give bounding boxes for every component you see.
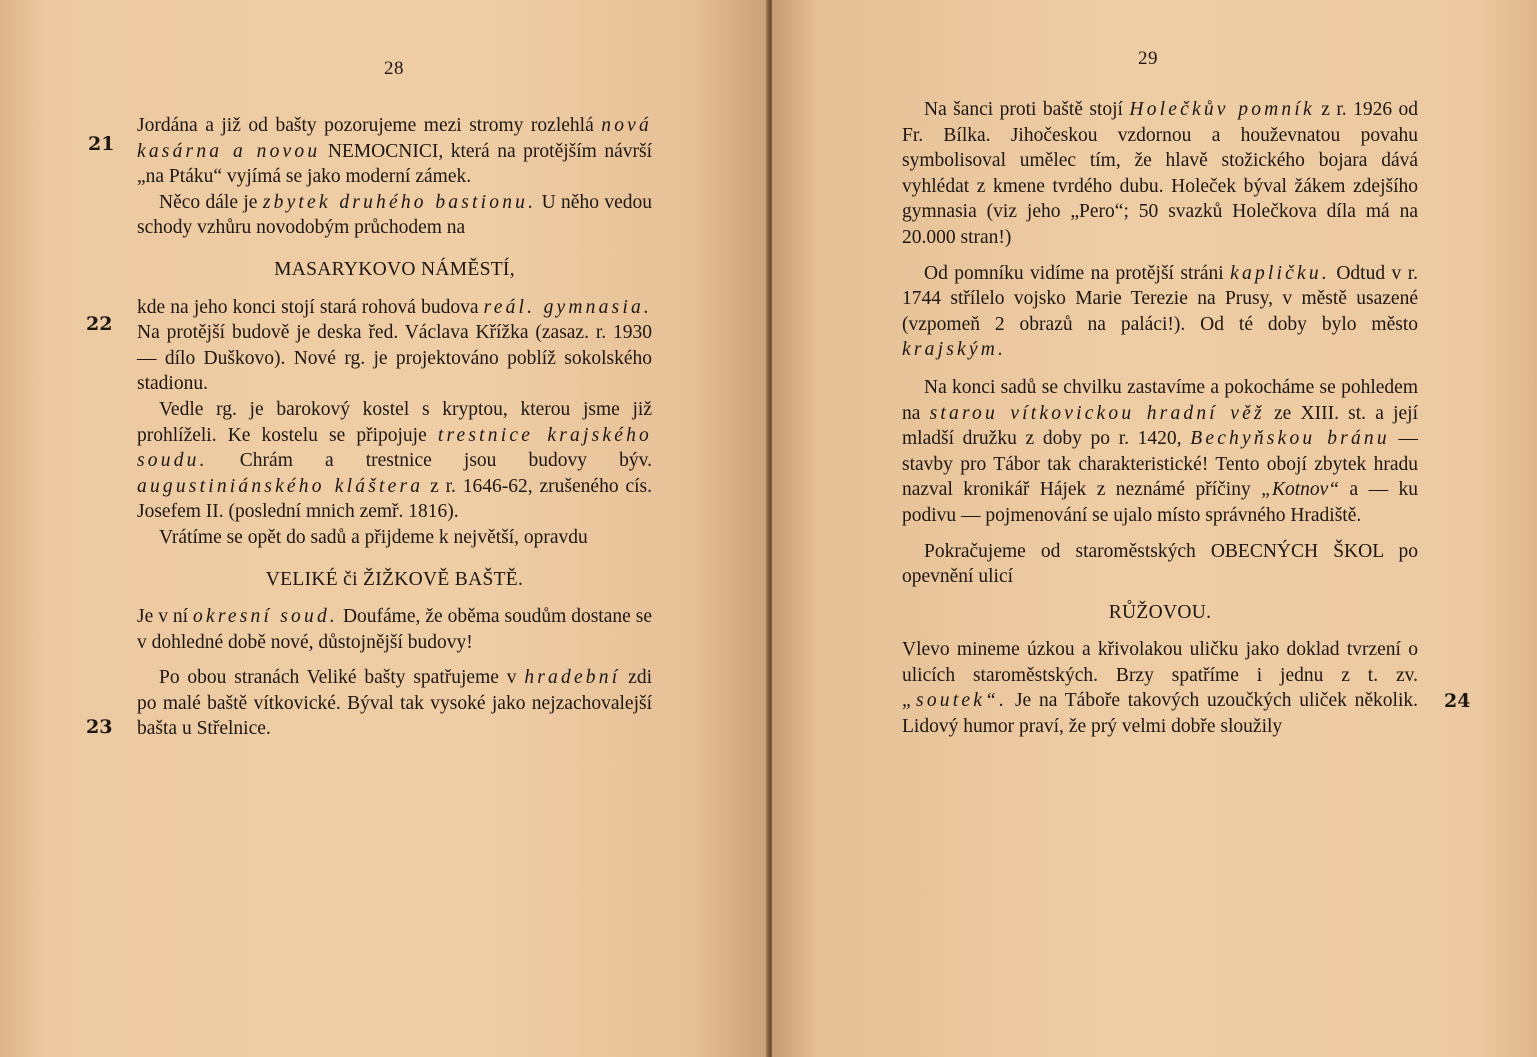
text-run: z r. 1926 od Fr. Bílka. Jihočeskou vzdornou a houževnatou povahu symbolisoval umělec tím, že hlavě stožického bojara dává vyhlédat z kmene tvrdého dubu. Holeček býval žákem zdejšího gymnasia (viz jeho „Pero“; 50 svazků Holečkova díla má na 20.000 stran!): [902, 99, 1418, 248]
text-run: zdi po malé baště vítkovické. Býval tak vysoké jako nejzachovalejší bašta u Střelnice.: [137, 667, 652, 740]
emphasis-text: starou vítkovickou hradní věž: [929, 402, 1265, 424]
page-number-right: 29: [1138, 48, 1158, 69]
text-run: Jordána a již od bašty pozorujeme mezi stromy rozlehlá: [137, 115, 602, 136]
emphasis-text: reál. gymnasia.: [483, 296, 652, 318]
margin-number-24: 24: [1444, 690, 1471, 712]
text-run: Odtud v r. 1744 střílelo vojsko Marie Terezie na Prusy, v městě usazené (vzpomeň 2 obrazů na paláci!). Od té doby bylo město: [902, 262, 1419, 335]
text-run: Je na Táboře takových uzoučkých uliček několik. Lidový humor praví, že prý velmi dobře sloužily: [902, 690, 1418, 738]
text-run: Na protější budově je deska řed. Václava Křížka (zasaz. r. 1930 — dílo Duškovo). Nové rg. je projektováno poblíž sokolského stadionu.: [137, 322, 652, 395]
text-run: Je v ní: [137, 606, 194, 628]
text-run: kde na jeho konci stojí stará rohová budova: [137, 296, 484, 318]
emphasis-text: hradební: [524, 667, 621, 689]
text-run: ze XIII. st. a její mladší družku z doby po r. 1420,: [902, 402, 1418, 450]
emphasis-text: krajským.: [902, 339, 1007, 361]
text-run: Na šanci proti baště stojí: [924, 99, 1130, 120]
left-page-text: [137, 113, 652, 742]
paragraph: [902, 261, 1418, 363]
text-run: U něho vedou schody vzhůru novodobým průchodem na: [137, 191, 652, 239]
section-heading: MASARYKOVO NÁMĚSTÍ,: [274, 258, 515, 280]
right-page-text: [902, 97, 1418, 740]
emphasis-text: Holečkův pomník: [1129, 99, 1315, 120]
emphasis-text: nová kasárna a novou: [137, 115, 652, 162]
left-page: [0, 0, 768, 1057]
emphasis-text: kapličku.: [1230, 262, 1330, 284]
margin-number-22: 22: [86, 313, 113, 335]
paragraph: [137, 190, 652, 241]
emphasis-text: augustiniánského kláštera: [137, 475, 424, 497]
paragraph: Pokračujeme od staroměstských OBECNÝCH ŠKOL po opevnění ulicí: [902, 540, 1418, 588]
margin-number-23: 23: [86, 716, 113, 738]
section-heading: RŮŽOVOU.: [1108, 601, 1212, 623]
emphasis-text: zbytek druhého bastionu.: [262, 191, 537, 213]
text-run: — stavby pro Tábor tak charakteristické! Tento obojí zbytek hradu nazval kronikář Hájek z neznámé příčiny: [902, 428, 1419, 501]
emphasis-text: trestnice krajského soudu.: [137, 424, 652, 472]
emphasis-text: „soutek“.: [902, 690, 1008, 712]
section-heading: VELIKÉ či ŽIŽKOVĚ BAŠTĚ.: [265, 568, 524, 590]
emphasis-text: okresní soud.: [193, 606, 338, 628]
text-run: z r. 1646-62, zrušeného cís. Josefem II. (poslední mnich zemř. 1816).: [137, 475, 652, 523]
paragraph: [137, 665, 652, 742]
paragraph: [137, 397, 652, 525]
margin-number-21: 21: [88, 133, 115, 155]
text-run: Vedle rg. je barokový kostel s kryptou, kterou jsme již prohlíželi. Ke kostelu se připojuje: [137, 398, 652, 446]
text-run: Doufáme, že oběma soudům dostane se v dohledné době nové, důstojnější budovy!: [137, 606, 652, 653]
paragraph: [902, 637, 1418, 739]
paragraph: [137, 295, 652, 397]
text-run: Chrám a trestnice jsou budovy býv.: [207, 450, 652, 472]
paragraph: [137, 113, 652, 190]
paragraph: Vrátíme se opět do sadů a přijdeme k největší, opravdu: [159, 526, 588, 548]
paragraph: [902, 97, 1418, 251]
paragraph: [137, 604, 652, 655]
emphasis-text: Bechyňskou bránu: [1190, 428, 1390, 450]
text-run: NEMOCNICI, která na protějším návrší „na Ptáku“ vyjímá se jako moderní zámek.: [137, 140, 652, 188]
text-run: Něco dále je: [159, 191, 263, 213]
text-run: a — ku podivu — pojmenování se ujalo místo správného Hradiště.: [902, 479, 1419, 526]
right-page: [772, 0, 1537, 1057]
text-run: Vlevo mineme úzkou a křivolakou uličku jako doklad tvrzení o ulicích staroměstských. Brzy spatříme i jednu z t. zv.: [902, 639, 1418, 686]
emphasis-text: „Kotnov“: [1261, 479, 1340, 501]
paragraph: [902, 375, 1418, 529]
text-run: Od pomníku vidíme na protější stráni: [924, 262, 1231, 284]
text-run: Po obou stranách Veliké bašty spatřujeme v: [159, 667, 525, 689]
text-run: Na konci sadů se chvilku zastavíme a pokocháme se pohledem na: [902, 376, 1418, 424]
page-number-left: 28: [384, 58, 404, 79]
